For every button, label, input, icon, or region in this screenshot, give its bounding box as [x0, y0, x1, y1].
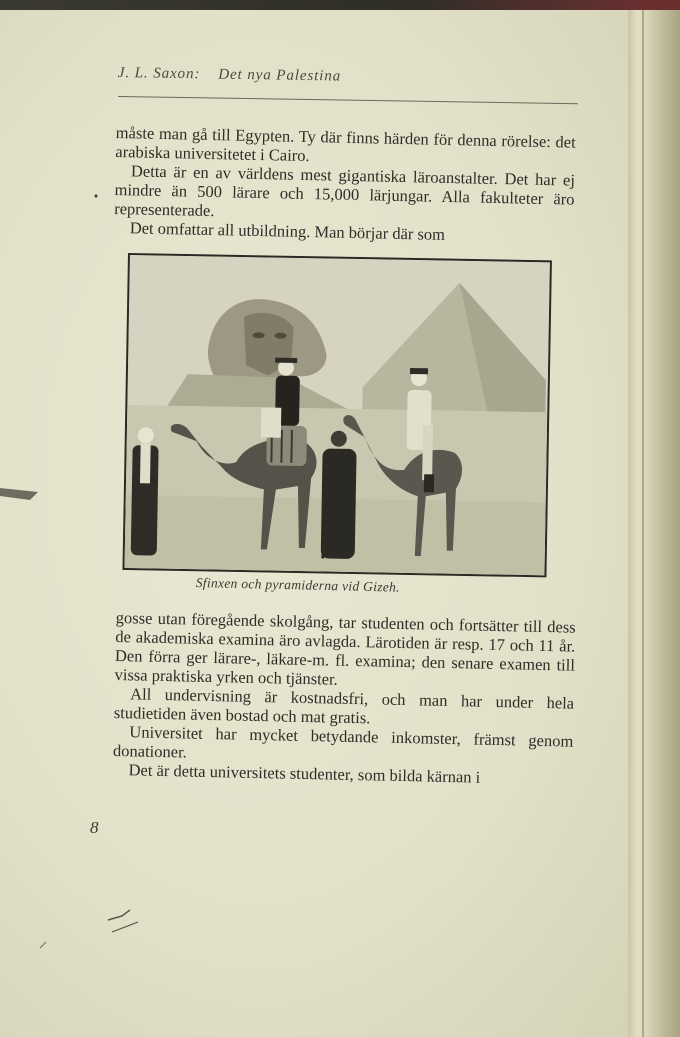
paragraph: Det är detta universitets studenter, som bilda kärnan i: [128, 760, 481, 787]
page-number: 8: [90, 818, 99, 837]
paragraph: All undervisning är kostnadsfri, och man har under hela studietiden även bostad och mat gratis.: [113, 684, 575, 728]
book-gutter: [628, 10, 680, 1037]
paragraph: gosse utan föregående skolgång, tar studenten och fortsätter till dess de akademiska examina äro avlagda. Lärotiden är resp. 17 och 11 år. Den förra ger lärare-, läkare-m. fl. examina; den senare examen till vissa praktiska yrken och tjänster.: [114, 608, 576, 689]
book-page: [0, 10, 640, 1037]
paragraph: Det omfattar all utbildning. Man börjar där som: [129, 218, 446, 244]
paragraph: Detta är en av världens mest gigantiska läroanstalter. Det har ej mindre än 500 lärare och 15,000 lärjungar. Alla fakulteter äro representerade.: [114, 161, 576, 221]
paragraph: måste man gå till Egypten. Ty där finns härden för denna rörelse: det arabiska universitetet i Cairo.: [115, 123, 576, 166]
paper-specks: [0, 10, 640, 1037]
paragraph: Universitet har mycket betydande inkomster, främst genom donationer.: [112, 722, 574, 762]
header-author: J. L. Saxon:: [117, 65, 201, 83]
header-title: Det nya Palestina: [218, 66, 342, 85]
photo-caption: Sfinxen och pyramiderna vid Gizeh.: [195, 575, 400, 595]
